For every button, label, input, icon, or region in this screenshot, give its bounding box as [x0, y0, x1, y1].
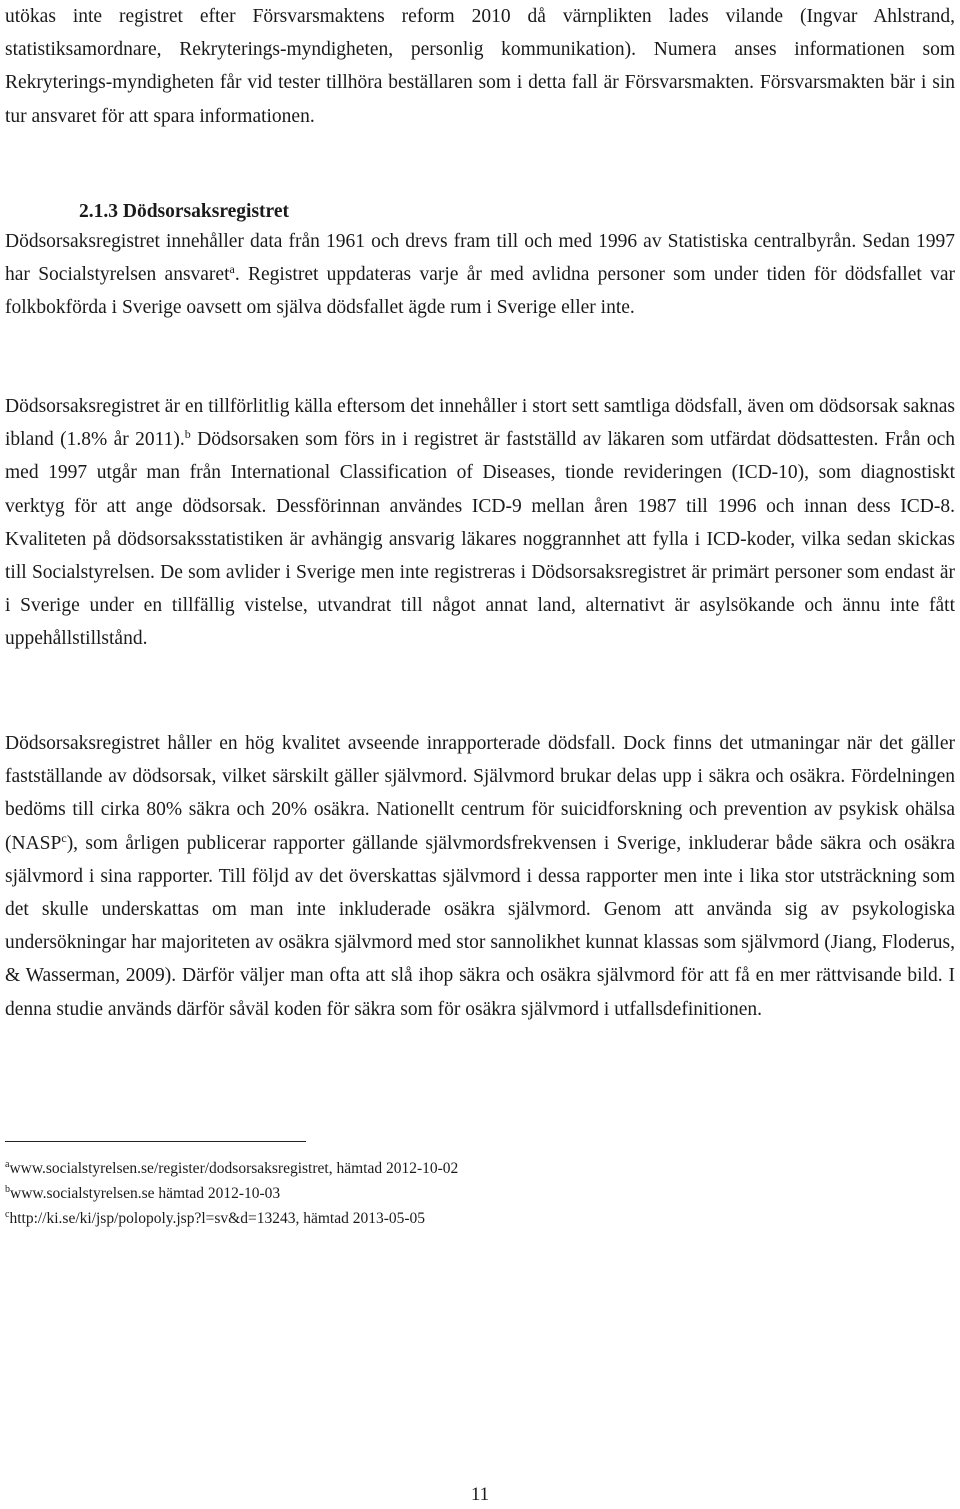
intro-paragraph: utökas inte registret efter Försvarsmaktens reform 2010 då värnplikten lades vilande (Ingvar Ahlstrand, statistiksamordnare, Rekryterings-myndigheten, personlig kommunikation). Numera anses informationen som Rekryterings-myndigheten får vid tester tillhöra beställaren som i detta fall är Försvarsmakten. Försvarsmakten bär i sin tur ansvaret för att spara informationen.: [5, 6, 955, 127]
footnote-mark: b: [5, 1184, 10, 1195]
paragraph-3-text-b: ), som årligen publicerar rapporter gällande självmordsfrekvensen i Sverige, inkluderar både säkra och osäkra självmord i sina rapporter. Till följd av det överskattas självmord i dessa rapporter men inte i lika stor utsträckning som det skulle underskattas om man inte inkluderade osäkra självmord. Genom att använda sig av psykologiska undersökningar har majoriteten av osäkra självmord med stor sannolikhet kunnat klassas som självmord (Jiang, Floderus, & Wasserman, 2009). Därför väljer man ofta att slå ihop säkra och osäkra självmord för att få en mer rättvisande bild. I denna studie används därför såväl koden för säkra som för osäkra självmord i utfallsdefinitionen.: [5, 832, 955, 1020]
paragraph-1-text-a: Dödsorsaksregistret innehåller data från 1961 och drevs fram till och med 1996 av Statistiska centralbyrån. Sedan 1997 har Socialstyrelsen ansvaret: [5, 231, 955, 286]
footnote-mark: c: [5, 1209, 10, 1220]
paragraph-1-text-b: . Registret uppdateras varje år med avlidna personer som under tiden för dödsfallet var folkbokförda i Sverige oavsett om själva dödsfallet ägde rum i Sverige eller inte.: [5, 264, 955, 319]
footnote-text: http://ki.se/ki/jsp/polopoly.jsp?l=sv&d=13243, hämtad 2013-05-05: [9, 1210, 426, 1227]
footnote-item: [5, 1156, 905, 1181]
paragraph-1: [5, 225, 955, 325]
footnote-text: www.socialstyrelsen.se hämtad 2012-10-03: [10, 1185, 281, 1202]
footnote-mark: a: [5, 1159, 10, 1170]
footnote-ref-b: b: [184, 427, 191, 442]
footnote-text: www.socialstyrelsen.se/register/dodsorsaksregistret, hämtad 2012-10-02: [9, 1160, 459, 1177]
paragraph-3: [5, 727, 955, 1026]
footnote-item: [5, 1206, 905, 1231]
footnote-item: [5, 1181, 905, 1206]
footnote-ref-c: c: [61, 830, 67, 845]
footnote-separator: [5, 1141, 306, 1142]
section-heading: 2.1.3 Dödsorsaksregistret: [79, 201, 289, 222]
footnotes: [5, 1156, 905, 1231]
paragraph-2-text-a: Dödsorsaksregistret är en tillförlitlig källa eftersom det innehåller i stort sett samtliga dödsfall, även om dödsorsak saknas ibland (1.8% år 2011).: [5, 396, 955, 451]
page-number: 11: [470, 1484, 490, 1505]
paragraph-3-text-a: Dödsorsaksregistret håller en hög kvalitet avseende inrapporterade dödsfall. Dock finns det utmaningar när det gäller fastställande av dödsorsak, vilket särskilt gäller självmord. Självmord brukar delas upp i säkra och osäkra. Fördelningen bedöms till cirka 80% säkra och 20% osäkra. Nationellt centrum för suicidforskning och prevention av psykisk ohälsa (NASP: [5, 733, 955, 854]
paragraph-2: [5, 390, 955, 656]
footnote-ref-a: a: [229, 262, 235, 277]
paragraph-2-text-b: Dödsorsaken som förs in i registret är fastställd av läkaren som utfärdat dödsattesten. Från och med 1997 utgår man från International Classification of Diseases, tionde revideringen (ICD-10), som diagnostiskt verktyg för att ange dödsorsak. Dessförinnan användes ICD-9 mellan åren 1987 till 1996 och innan dess ICD-8. Kvaliteten på dödsorsaksstatistiken är avhängig ansvarig läkares noggrannhet att fylla i ICD-koder, vilka sedan skickas till Socialstyrelsen. De som avlider i Sverige men inte registreras i Dödsorsaksregistret är primärt personer som endast är i Sverige under en tillfällig vistelse, utvandrat till något annat land, alternativt är asylsökande och ännu inte fått uppehållstillstånd.: [5, 429, 955, 650]
